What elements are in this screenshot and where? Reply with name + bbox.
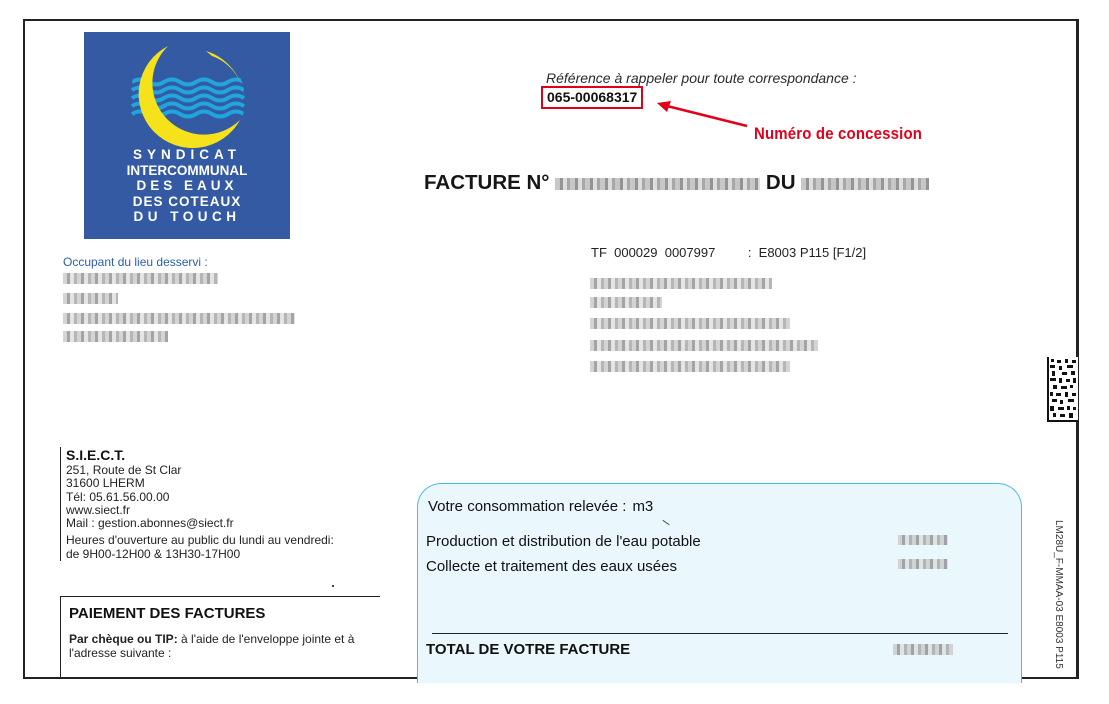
redacted-occupant-line: [63, 331, 168, 342]
redacted-address-line: [590, 297, 662, 308]
total-divider: [432, 633, 1008, 634]
logo-line: DES COTEAUX: [132, 193, 242, 209]
redacted-address-line: [590, 340, 818, 351]
redacted-amount: [898, 559, 948, 569]
reference-label: Référence à rappeler pour toute correspondance :: [546, 70, 857, 86]
payment-section: [60, 596, 389, 678]
redacted-amount: [898, 535, 948, 545]
siect-website: www.siect.fr: [66, 502, 131, 517]
payment-method-text: à l'aide de l'enveloppe jointe et à l'adresse suivante :: [69, 632, 355, 660]
siect-address-line: 251, Route de St Clar: [66, 463, 182, 477]
occupant-label: Occupant du lieu desservi :: [63, 255, 208, 269]
redacted-occupant-line: [63, 293, 118, 304]
wastewater-line: Collecte et traitement des eaux usées: [426, 558, 677, 575]
siect-contact-block: [60, 447, 334, 561]
payment-method-label: Par chèque ou TIP:: [69, 632, 178, 646]
invoice-title: [424, 171, 929, 195]
redacted-address-line: [590, 361, 790, 372]
reference-number: 065-00068317: [541, 86, 643, 109]
annotation-arrow-icon: [655, 100, 750, 130]
logo-line: INTERCOMMUNAL: [126, 162, 248, 178]
consumption-unit: m3: [632, 498, 654, 515]
siect-name: S.I.E.C.T.: [66, 447, 126, 463]
siect-email: Mail : gestion.abonnes@siect.fr: [66, 516, 234, 531]
redacted-address-line: [590, 318, 790, 329]
redacted-total-amount: [893, 644, 953, 655]
siect-hours-line: de 9H00-12H00 & 13H30-17H00: [66, 546, 241, 561]
redacted-invoice-number: [555, 178, 760, 190]
invoice-total-label: TOTAL DE VOTRE FACTURE: [426, 641, 631, 658]
logo-line: DES EAUX: [136, 178, 238, 193]
speck: [332, 585, 334, 587]
payment-title: PAIEMENT DES FACTURES: [69, 605, 266, 622]
tf-reference-line: TF 000029 0007997 : E8003 P115 [F1/2]: [591, 245, 867, 260]
side-document-code: LM28U_F-MMAA-03 E8003 P115: [1053, 520, 1064, 669]
payment-instructions: [69, 632, 389, 660]
siect-address-line: 31600 LHERM: [66, 476, 145, 491]
invoice-title-du: DU: [765, 171, 796, 194]
datamatrix-barcode-icon: [1047, 357, 1078, 422]
logo-wordmark: [84, 147, 290, 225]
water-supply-line: Production et distribution de l'eau potable: [426, 533, 701, 550]
concession-annotation: Numéro de concession: [754, 124, 923, 143]
consumption-title: [428, 498, 653, 515]
siect-logo: [84, 32, 290, 239]
logo-line: SYNDICAT: [132, 147, 241, 162]
invoice-title-prefix: FACTURE N°: [424, 171, 550, 194]
logo-line: DU TOUCH: [133, 209, 241, 224]
consumption-title-text: Votre consommation relevée :: [428, 498, 627, 515]
redacted-occupant-line: [63, 313, 295, 324]
siect-hours-line: Heures d'ouverture au public du lundi au vendredi:: [66, 533, 334, 548]
redacted-invoice-date: [801, 178, 929, 190]
siect-phone: Tél: 05.61.56.00.00: [66, 489, 170, 504]
redacted-address-line: [590, 278, 772, 289]
redacted-occupant-line: [63, 273, 218, 284]
